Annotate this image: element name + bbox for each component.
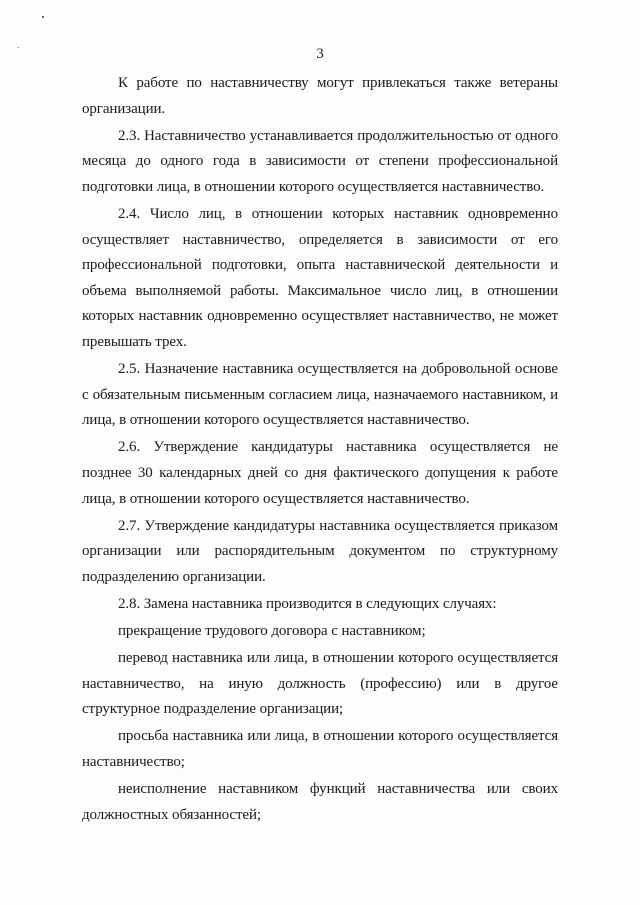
paragraph-2-4: 2.4. Число лиц, в отношении которых наставник одновременно осуществляет наставничество, определяется в зависимости от его профессиональной подготовки, опыта наставнической деятельности и объема выполняемой работы. Максимальное число лиц, в отношении которых наставник одновременно осуществляет наставничество, не может превышать трех. [82,205,558,350]
paragraph-2-6: 2.6. Утверждение кандидатуры наставника осуществляется не позднее 30 календарных дней со дня фактического допущения к работе лица, в отношении которого осуществляется наставничество. [82,439,558,507]
paragraph-2-5: 2.5. Назначение наставника осуществляется на добровольной основе с обязательным письменным согласием лица, назначаемого наставником, и лица, в отношении которого осуществляется наставничество. [82,361,558,429]
page-number: 3 [316,46,324,62]
list-item-contract-termination: прекращение трудового договора с наставником; [118,622,426,639]
document-body [82,71,558,830]
list-item-request: просьба наставника или лица, в отношении которого осуществляется наставничество; [82,728,558,770]
paragraph-2-7: 2.7. Утверждение кандидатуры наставника осуществляется приказом организации или распорядительным документом по структурному подразделению организации. [82,517,558,585]
list-item-transfer: перевод наставника или лица, в отношении которого осуществляется наставничество, на иную должность (профессию) или в другое структурное подразделение организации; [82,650,558,718]
paragraph-veterans: К работе по наставничеству могут привлекаться также ветераны организации. [82,75,558,117]
list-item-non-performance: неисполнение наставником функций наставничества или своих должностных обязанностей; [82,781,558,823]
paragraph-2-3: 2.3. Наставничество устанавливается продолжительностью от одного месяца до одного года в зависимости от степени профессиональной подготовки лица, в отношении которого осуществляется наставничество. [82,127,558,195]
paragraph-2-8: 2.8. Замена наставника производится в следующих случаях: [118,595,497,612]
scan-speck [42,16,44,18]
